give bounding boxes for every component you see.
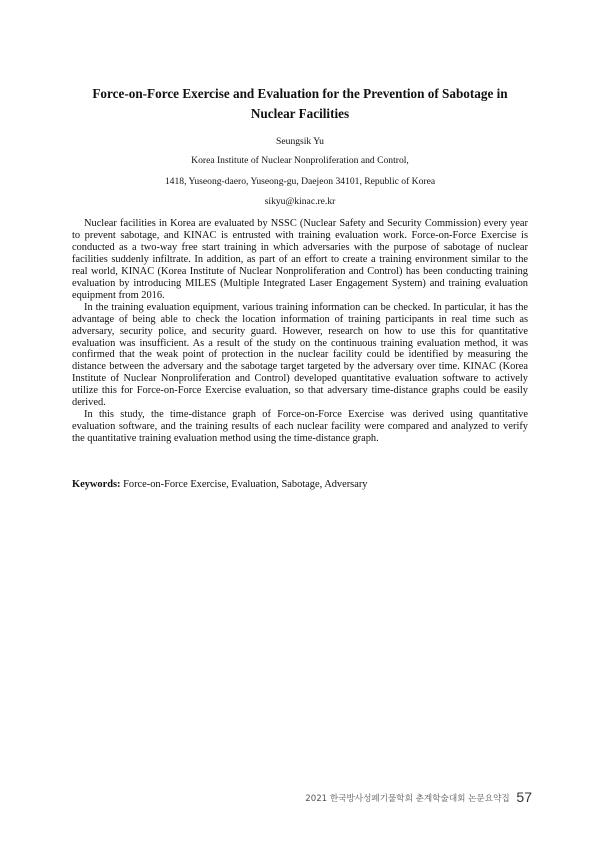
author-name: Seungsik Yu <box>276 136 324 147</box>
keywords-list: Force-on-Force Exercise, Evaluation, Sabotage, Adversary <box>123 479 368 490</box>
abstract-paragraph-1: Nuclear facilities in Korea are evaluated by NSSC (Nuclear Safety and Security Commission) every year to prevent sabotage, and KINAC is entrusted with training evaluation work. Force-on-Force Exercise is conducted as a two-way free start training in which adversaries with the purpose of sabotage of nuclear facilities suddenly infiltrate. In addition, as part of an effort to create a training environment similar to the real world, KINAC (Korea Institute of Nuclear Nonproliferation and Control) has been conducting training evaluation by introducing MILES (Multiple Integrated Laser Engagement System) and training evaluation equipment from 2016. <box>72 218 528 301</box>
paper-title-line-2: Nuclear Facilities <box>250 106 350 121</box>
page-number: 57 <box>516 789 532 805</box>
affiliation-line-2: 1418, Yuseong-daero, Yuseong-gu, Daejeon 34101, Republic of Korea <box>164 176 436 187</box>
footer-conference-title: 2021 한국방사성폐기물학회 춘계학술대회 논문요약집 <box>305 794 510 804</box>
abstract-body <box>72 218 528 445</box>
paper-title <box>70 84 530 124</box>
keywords-label: Keywords: <box>72 479 121 490</box>
paper-title-line-1: Force-on-Force Exercise and Evaluation for the Prevention of Sabotage in <box>92 86 508 101</box>
abstract-paragraph-3: In this study, the time-distance graph of Force-on-Force Exercise was derived using quantitative evaluation software, and the training results of each nuclear facility were compared and analyzed to verify the quantitative training evaluation method using the time-distance graph. <box>72 409 528 445</box>
page-footer <box>305 789 532 805</box>
keywords-line <box>72 479 528 491</box>
abstract-paragraph-2: In the training evaluation equipment, various training information can be checked. In particular, it has the advantage of being able to check the location information of training participants in real time such as adversary, security police, and security guard. However, research on how to use this for quantitative evaluation was insufficient. As a result of the study on the continuous training evaluation method, it was confirmed that the weak point of protection in the nuclear facility could be identified by measuring the distance between the adversary and the sabotage target targeted by the adversary over time. KINAC (Korea Institute of Nuclear Nonproliferation and Control) developed quantitative evaluation software to actively utilize this for Force-on-Force Exercise evaluation, so that adversary time-distance graphs could be easily derived. <box>72 301 528 409</box>
author-email: sikyu@kinac.re.kr <box>264 196 336 207</box>
affiliation-line-1: Korea Institute of Nuclear Nonproliferation and Control, <box>191 155 409 166</box>
